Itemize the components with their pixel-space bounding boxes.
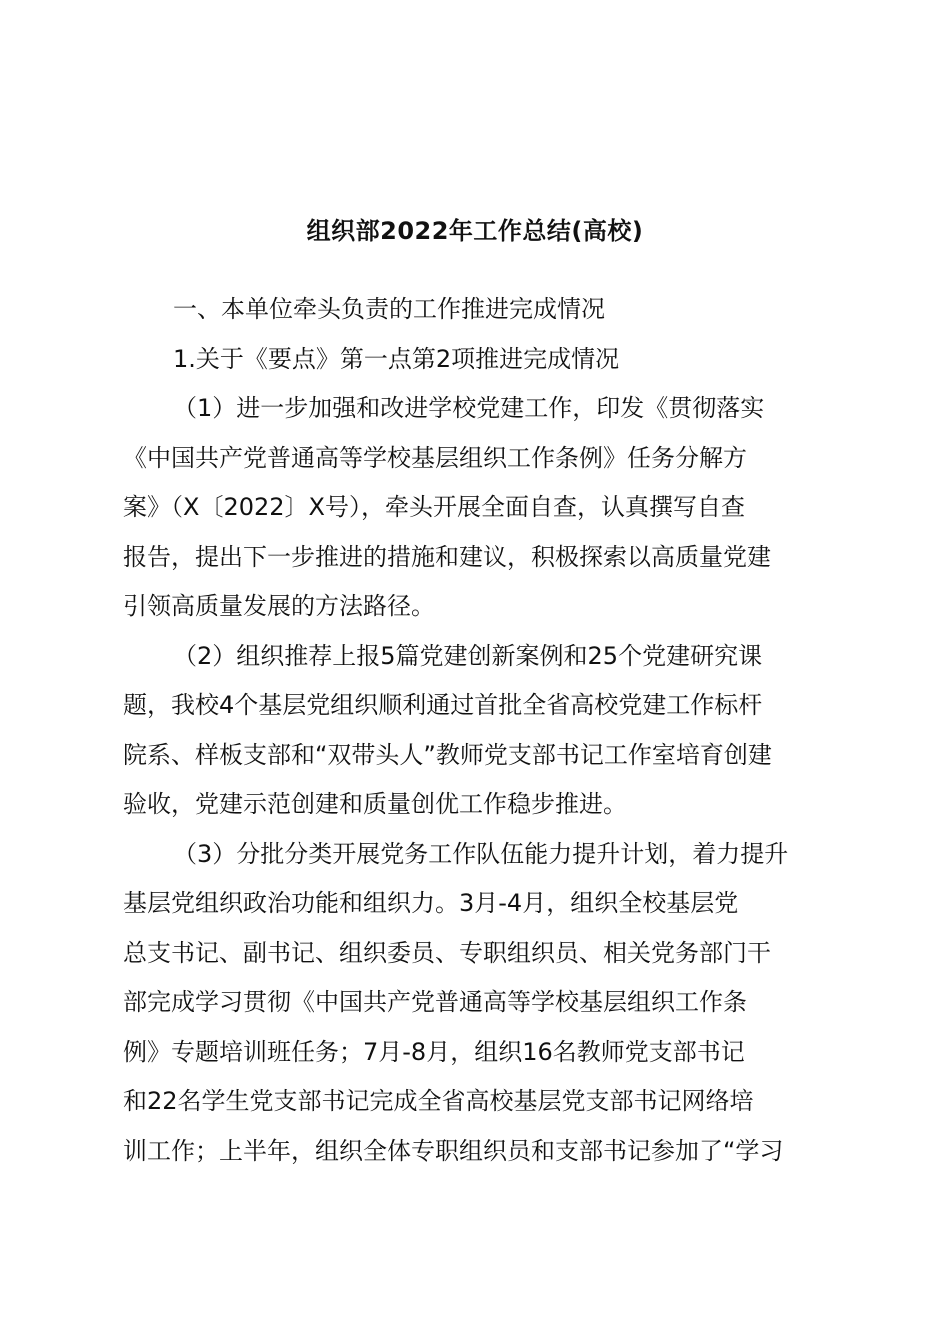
- paragraph-line: 报告，提出下一步推进的措施和建议，积极探索以高质量党建: [123, 542, 771, 571]
- paragraph-line: （2）组织推荐上报5篇党建创新案例和25个党建研究课: [173, 641, 763, 670]
- paragraph-line: 总支书记、副书记、组织委员、专职组织员、相关党务部门干: [123, 938, 771, 967]
- document-body: [123, 285, 833, 1176]
- paragraph-line: 引领高质量发展的方法路径。: [123, 592, 435, 620]
- paragraph-line: 案》（X〔2022〕X号），牵头开展全面自查，认真撰写自查: [123, 493, 745, 521]
- paragraph-line: 题，我校4个基层党组织顺利通过首批全省高校党建工作标杆: [123, 691, 763, 719]
- paragraph-line: 验收，党建示范创建和质量创优工作稳步推进。: [123, 790, 627, 818]
- paragraph-line: 基层党组织政治功能和组织力。3月-4月，组织全校基层党: [123, 889, 739, 917]
- paragraph-line: （1）进一步加强和改进学校党建工作，印发《贯彻落实: [173, 394, 765, 422]
- paragraph-line: （3）分批分类开展党务工作队伍能力提升计划，着力提升: [173, 839, 789, 868]
- paragraph-line: 例》专题培训班任务；7月-8月，组织16名教师党支部书记: [123, 1037, 745, 1066]
- paragraph-line: 训工作；上半年，组织全体专职组织员和支部书记参加了“学习: [123, 1136, 784, 1165]
- paragraph-line: 部完成学习贯彻《中国共产党普通高等学校基层组织工作条: [123, 988, 747, 1016]
- paragraph-2: [123, 632, 833, 830]
- paragraph-line: 和22名学生党支部书记完成全省高校基层党支部书记网络培: [123, 1087, 754, 1115]
- section-heading: 一、本单位牵头负责的工作推进完成情况: [173, 295, 605, 323]
- paragraph-1: [123, 384, 833, 632]
- document-title: 组织部2022年工作总结(高校): [306, 217, 644, 245]
- subsection-heading: 1.关于《要点》第一点第2项推进完成情况: [173, 344, 620, 373]
- paragraph-line: 院系、样板支部和“双带头人”教师党支部书记工作室培育创建: [123, 740, 772, 769]
- paragraph-3: [123, 830, 833, 1177]
- paragraph-line: 《中国共产党普通高等学校基层组织工作条例》任务分解方: [123, 443, 747, 472]
